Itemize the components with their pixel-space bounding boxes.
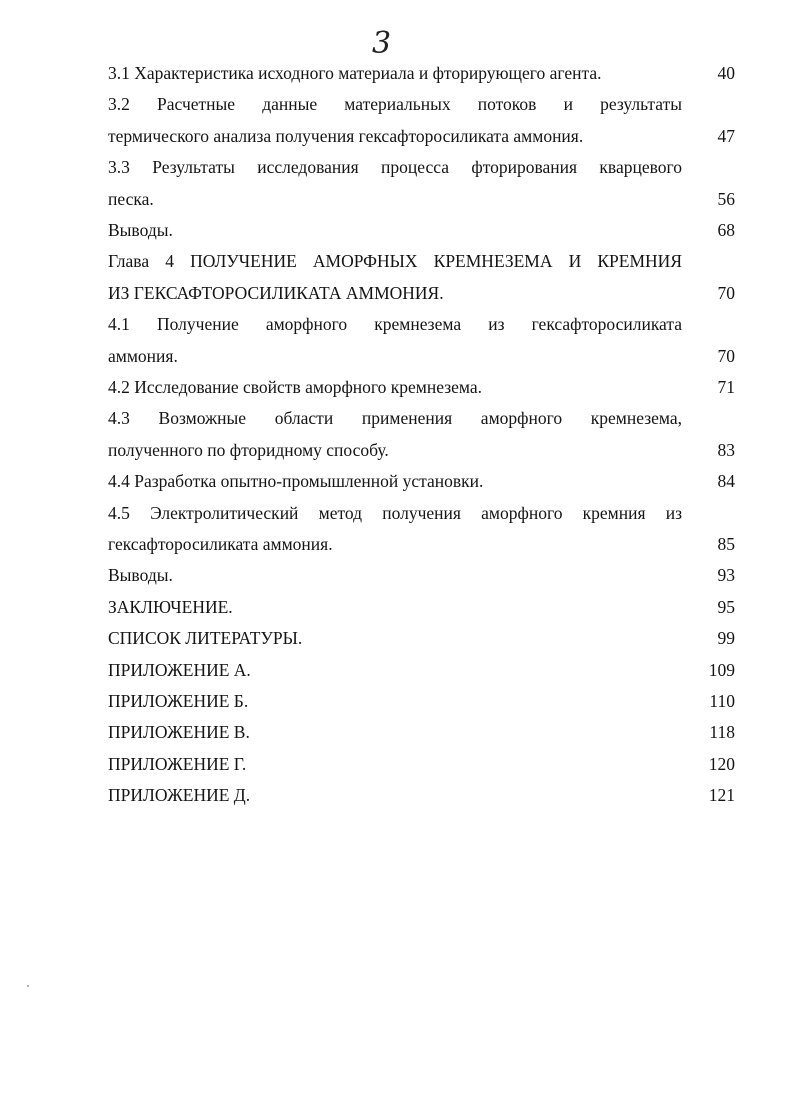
toc-entry-line: 4.4 Разработка опытно-промышленной установки.: [108, 471, 484, 492]
page-number: 3: [372, 26, 392, 61]
toc-entry: [108, 372, 682, 403]
toc-entry: [108, 560, 682, 591]
toc-entry-line: 4.3 Возможные области применения аморфного кремнезема,: [108, 408, 682, 429]
toc-entry-page: 110: [709, 691, 735, 711]
toc-entry-line: ПРИЛОЖЕНИЕ В.: [108, 722, 250, 743]
toc-entry: [108, 592, 682, 623]
toc-entry-page: 121: [708, 785, 735, 806]
toc-entry-line: ПРИЛОЖЕНИЕ Г.: [108, 753, 247, 774]
toc-entry-line: ПРИЛОЖЕНИЕ Д.: [108, 785, 251, 806]
toc-entry-line: 3.1 Характеристика исходного материала и фторирующего агента.: [108, 63, 602, 83]
toc-entry-line: аммония.: [108, 345, 178, 366]
toc-entry-line: полученного по фторидному способу.: [108, 439, 389, 460]
toc-entry-line: 3.3 Результаты исследования процесса фторирования кварцевого: [108, 157, 682, 178]
toc-entry: [108, 655, 682, 686]
toc-entry-page: 118: [709, 722, 735, 743]
toc-entry: [108, 246, 682, 309]
toc-entry: [108, 749, 682, 780]
toc-entry-line: 4.5 Электролитический метод получения аморфного кремния из: [108, 502, 682, 523]
toc-entry: [108, 466, 682, 497]
toc-entry-page: 99: [717, 628, 735, 649]
toc-entry-line: 4.1 Получение аморфного кремнезема из гексафторосиликата: [108, 314, 682, 335]
toc-entry: [108, 403, 682, 466]
toc-entry-line: ИЗ ГЕКСАФТОРОСИЛИКАТА АММОНИЯ.: [108, 282, 444, 303]
toc-entry-line: Выводы.: [108, 565, 173, 586]
toc-entry: [108, 686, 682, 717]
toc-entry: [108, 89, 682, 152]
toc-entry-page: 83: [717, 439, 735, 460]
toc-entry-page: 40: [717, 63, 735, 83]
toc-entry-line: ЗАКЛЮЧЕНИЕ.: [108, 596, 233, 617]
toc-entry-page: 47: [717, 125, 735, 146]
toc-entry-line: СПИСОК ЛИТЕРАТУРЫ.: [108, 628, 303, 649]
toc-entry-line: ПРИЛОЖЕНИЕ А.: [108, 659, 251, 680]
toc-entry: [108, 717, 682, 748]
toc-entry-page: 95: [717, 596, 735, 617]
scan-speck: [27, 985, 29, 987]
toc-entry-page: 71: [717, 377, 735, 397]
toc-entry-page: 120: [708, 753, 735, 774]
toc-entry-page: 109: [708, 659, 735, 680]
toc-entry: [108, 58, 682, 89]
toc-entry-line: гексафторосиликата аммония.: [108, 533, 333, 554]
toc-entry: [108, 498, 682, 561]
toc-entry: [108, 623, 682, 654]
toc-entry: [108, 215, 682, 246]
toc-entry-line: Выводы.: [108, 220, 173, 240]
toc-entry-line: 4.2 Исследование свойств аморфного кремнезема.: [108, 377, 482, 397]
toc-entry: [108, 152, 682, 215]
toc-entry: [108, 309, 682, 372]
toc-entry-line: Глава 4 ПОЛУЧЕНИЕ АМОРФНЫХ КРЕМНЕЗЕМА И КРЕМНИЯ: [108, 251, 682, 272]
toc-entry-page: 85: [717, 534, 735, 554]
toc-entry-page: 84: [717, 471, 735, 492]
toc-entry-page: 70: [717, 345, 735, 366]
toc-entry-line: 3.2 Расчетные данные материальных потоков и результаты: [108, 94, 682, 115]
toc-entry-page: 56: [717, 188, 735, 209]
toc-entry: [108, 780, 682, 811]
toc-entry-line: ПРИЛОЖЕНИЕ Б.: [108, 691, 249, 711]
toc-entry-page: 70: [717, 282, 735, 303]
toc-entry-page: 68: [717, 220, 735, 240]
toc-entry-line: термического анализа получения гексафторосиликата аммония.: [108, 125, 584, 146]
toc-entry-page: 93: [717, 565, 735, 586]
toc-entry-line: песка.: [108, 188, 154, 209]
